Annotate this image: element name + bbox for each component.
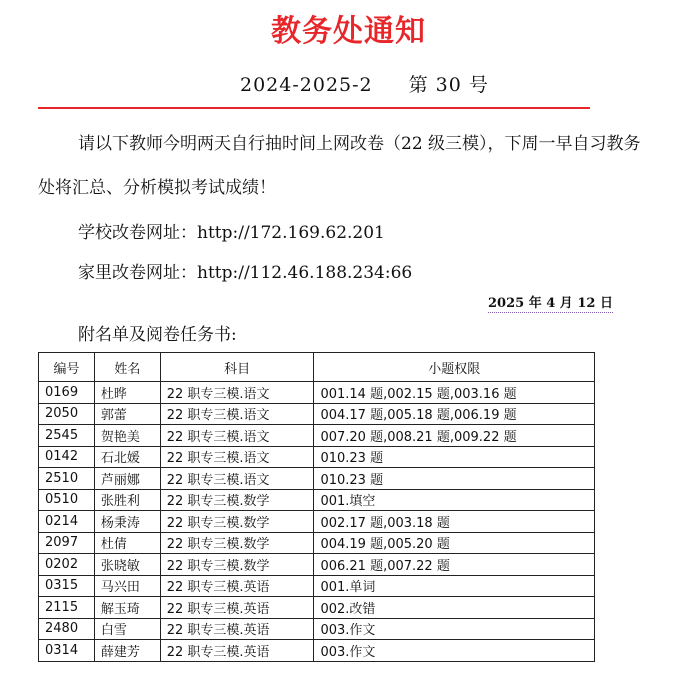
table-row (39, 554, 595, 576)
document-number-line (240, 70, 489, 97)
cell-permissions: 001.14 题,002.15 题,003.16 题 (314, 382, 595, 404)
cell-name: 芦丽娜 (94, 468, 160, 490)
table-row (39, 511, 595, 533)
header-subject: 科目 (160, 353, 314, 382)
table-row (39, 382, 595, 404)
table-row (39, 532, 595, 554)
cell-permissions: 004.19 题,005.20 题 (314, 532, 595, 554)
cell-id: 2510 (39, 468, 95, 490)
table-row (39, 575, 595, 597)
school-grading-url: 学校改卷网址：http://172.169.62.201 (78, 223, 385, 243)
cell-subject: 22 职专三模.语文 (160, 425, 314, 447)
cell-name: 杜晔 (94, 382, 160, 404)
cell-id: 0510 (39, 489, 95, 511)
cell-permissions: 001.单词 (314, 575, 595, 597)
grading-task-table (38, 352, 595, 662)
cell-subject: 22 职专三模.语文 (160, 446, 314, 468)
cell-permissions: 010.23 题 (314, 468, 595, 490)
table-header-row (39, 353, 595, 382)
cell-subject: 22 职专三模.语文 (160, 382, 314, 404)
cell-permissions: 004.17 题,005.18 题,006.19 题 (314, 403, 595, 425)
cell-id: 0314 (39, 640, 95, 662)
home-grading-url: 家里改卷网址：http://112.46.188.234:66 (78, 263, 413, 283)
cell-id: 0169 (39, 382, 95, 404)
notice-date: 2025 年 4 月 12 日 (488, 292, 613, 313)
document-year: 2024-2025-2 (240, 74, 373, 96)
cell-permissions: 002.改错 (314, 597, 595, 619)
table-row (39, 468, 595, 490)
notice-title: 教务处通知 (271, 14, 426, 49)
cell-name: 白雪 (94, 618, 160, 640)
cell-name: 贺艳美 (94, 425, 160, 447)
cell-permissions: 002.17 题,003.18 题 (314, 511, 595, 533)
table-row (39, 446, 595, 468)
cell-name: 石北媛 (94, 446, 160, 468)
cell-permissions: 007.20 题,008.21 题,009.22 题 (314, 425, 595, 447)
cell-id: 0214 (39, 511, 95, 533)
cell-subject: 22 职专三模.英语 (160, 618, 314, 640)
cell-name: 马兴田 (94, 575, 160, 597)
cell-permissions: 003.作文 (314, 618, 595, 640)
cell-id: 0142 (39, 446, 95, 468)
intro-line-1: 请以下教师今明两天自行抽时间上网改卷（22 级三模），下周一早自习教务 (78, 134, 641, 154)
cell-name: 解玉琦 (94, 597, 160, 619)
cell-permissions: 003.作文 (314, 640, 595, 662)
cell-id: 0315 (39, 575, 95, 597)
cell-name: 杜倩 (94, 532, 160, 554)
header-name: 姓名 (94, 353, 160, 382)
document-number: 第 30 号 (408, 74, 489, 96)
cell-subject: 22 职专三模.数学 (160, 532, 314, 554)
cell-name: 张胜利 (94, 489, 160, 511)
cell-subject: 22 职专三模.数学 (160, 489, 314, 511)
cell-subject: 22 职专三模.语文 (160, 468, 314, 490)
cell-id: 2115 (39, 597, 95, 619)
cell-name: 薛建芳 (94, 640, 160, 662)
cell-id: 2097 (39, 532, 95, 554)
table-row (39, 640, 595, 662)
table-row (39, 489, 595, 511)
cell-id: 0202 (39, 554, 95, 576)
cell-name: 郭蕾 (94, 403, 160, 425)
red-divider (38, 107, 590, 109)
table-row (39, 403, 595, 425)
cell-permissions: 001.填空 (314, 489, 595, 511)
table-row (39, 597, 595, 619)
cell-permissions: 006.21 题,007.22 题 (314, 554, 595, 576)
cell-subject: 22 职专三模.英语 (160, 640, 314, 662)
cell-subject: 22 职专三模.英语 (160, 575, 314, 597)
cell-id: 2545 (39, 425, 95, 447)
cell-name: 杨秉涛 (94, 511, 160, 533)
attachment-label: 附名单及阅卷任务书: (78, 325, 237, 345)
intro-line-2: 处将汇总、分析模拟考试成绩！ (38, 178, 276, 198)
cell-subject: 22 职专三模.数学 (160, 554, 314, 576)
table-row (39, 618, 595, 640)
intro-paragraph (38, 122, 688, 210)
header-id: 编号 (39, 353, 95, 382)
table-row (39, 425, 595, 447)
cell-permissions: 010.23 题 (314, 446, 595, 468)
cell-id: 2050 (39, 403, 95, 425)
cell-name: 张晓敏 (94, 554, 160, 576)
cell-subject: 22 职专三模.语文 (160, 403, 314, 425)
cell-subject: 22 职专三模.数学 (160, 511, 314, 533)
cell-subject: 22 职专三模.英语 (160, 597, 314, 619)
cell-id: 2480 (39, 618, 95, 640)
header-permissions: 小题权限 (314, 353, 595, 382)
